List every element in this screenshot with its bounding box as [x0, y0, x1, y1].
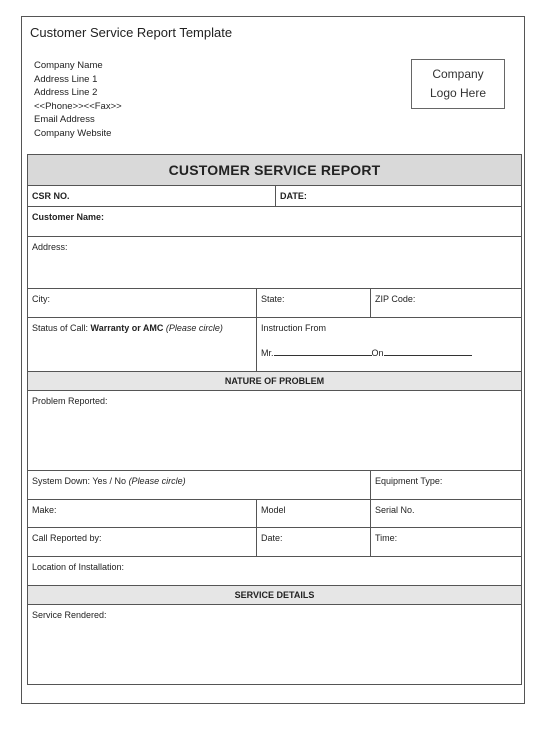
date-top-field[interactable]: DATE: [275, 186, 521, 206]
call-reported-row [28, 527, 521, 556]
status-of-call-label: Status of Call: [32, 323, 89, 333]
location-of-installation-field[interactable]: Location of Installation: [32, 562, 125, 572]
status-instruction-row [28, 317, 521, 371]
equipment-type-field[interactable]: Equipment Type: [370, 471, 521, 499]
logo-text-line-1: Company [432, 67, 484, 81]
on-label: On [371, 348, 384, 358]
status-options: Warranty or AMC [90, 323, 164, 333]
service-rendered-row [28, 604, 521, 684]
city-field[interactable]: City: [32, 294, 50, 304]
please-circle-note: (Please circle) [165, 323, 223, 333]
state-field[interactable]: State: [256, 289, 370, 317]
instruction-from-field[interactable] [256, 318, 521, 371]
system-down-row [28, 470, 521, 499]
customer-name-row [28, 206, 521, 236]
company-website: Company Website [34, 127, 112, 139]
nature-of-problem-heading: NATURE OF PROBLEM [224, 376, 325, 386]
csr-row [28, 185, 521, 206]
csr-no-field[interactable]: CSR NO. [32, 191, 70, 201]
serial-no-field[interactable]: Serial No. [370, 500, 521, 527]
report-heading-row [28, 155, 521, 185]
call-reported-by-field[interactable]: Call Reported by: [32, 533, 102, 543]
on-blank-line[interactable] [384, 347, 472, 356]
please-circle-note-2: (Please circle) [128, 476, 186, 486]
company-logo-placeholder [411, 59, 505, 109]
company-info-block [34, 59, 122, 140]
mr-label: Mr. [261, 348, 274, 358]
report-page [21, 16, 525, 704]
address-row [28, 236, 521, 288]
company-address-line-2: Address Line 2 [34, 87, 98, 98]
logo-text-line-2: Logo Here [429, 86, 487, 100]
system-down-field[interactable] [28, 471, 370, 499]
report-heading: CUSTOMER SERVICE REPORT [168, 162, 381, 178]
make-model-serial-row [28, 499, 521, 527]
service-rendered-field[interactable]: Service Rendered: [32, 610, 107, 620]
service-details-heading: SERVICE DETAILS [234, 590, 315, 600]
company-phone-fax: <<Phone>><<Fax>> [34, 100, 122, 112]
address-field[interactable]: Address: [32, 242, 68, 252]
location-row [28, 556, 521, 585]
system-down-label: System Down: Yes / No [32, 476, 127, 486]
call-time-field[interactable]: Time: [370, 528, 521, 556]
city-state-zip-row [28, 288, 521, 317]
company-address-line-1: Address Line 1 [34, 73, 98, 85]
service-details-heading-row [28, 585, 521, 604]
document-title: Customer Service Report Template [30, 25, 233, 40]
call-date-field[interactable]: Date: [256, 528, 370, 556]
nature-of-problem-heading-row [28, 371, 521, 390]
problem-reported-row [28, 390, 521, 470]
model-field[interactable]: Model [256, 500, 370, 527]
problem-reported-field[interactable]: Problem Reported: [32, 396, 108, 406]
customer-name-field[interactable]: Customer Name: [32, 212, 105, 222]
make-field[interactable]: Make: [32, 505, 57, 515]
company-email: Email Address [34, 114, 95, 125]
report-table [27, 154, 522, 685]
instruction-from-label: Instruction From [261, 323, 327, 333]
zip-code-field[interactable]: ZIP Code: [370, 289, 521, 317]
mr-blank-line[interactable] [274, 347, 372, 356]
company-name: Company Name [34, 60, 103, 71]
instruction-mr-on-line [261, 347, 472, 358]
status-of-call-field[interactable] [28, 318, 256, 371]
